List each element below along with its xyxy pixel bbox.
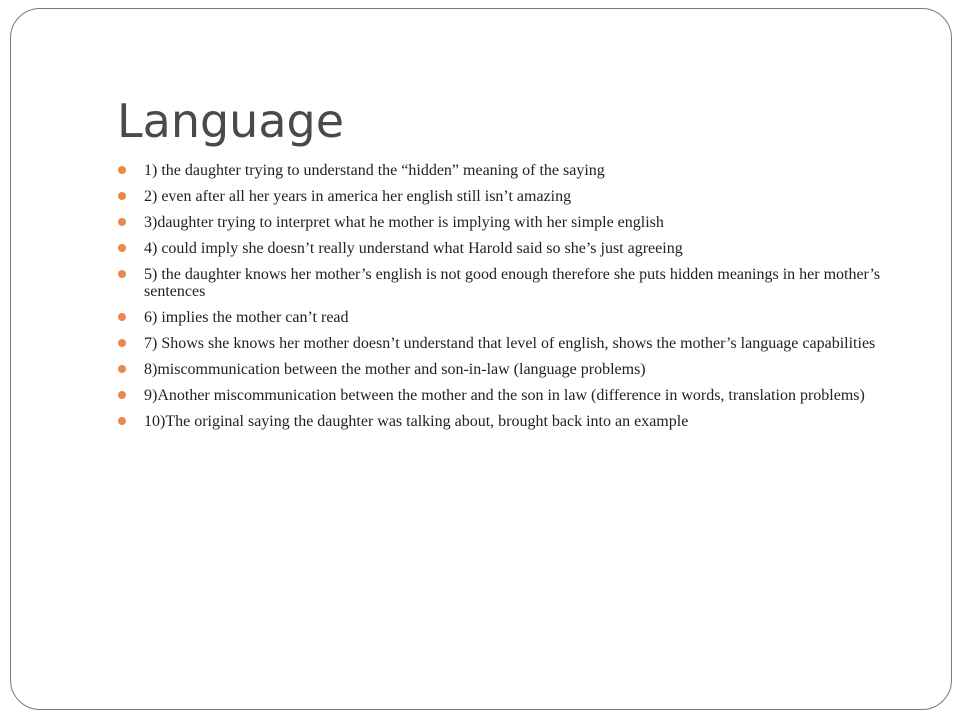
bullet-text: 8)miscommunication between the mother and son-in-law (language problems): [144, 361, 646, 378]
bullet-item: [117, 387, 917, 404]
bullet-item: [117, 214, 917, 231]
bullet-dot-icon: [118, 313, 126, 321]
slide-title: Language: [117, 94, 345, 148]
bullet-text: 9)Another miscommunication between the mother and the son in law (difference in words, translation problems): [144, 387, 865, 404]
bullet-text: 3)daughter trying to interpret what he mother is implying with her simple english: [144, 214, 664, 231]
bullet-dot-icon: [118, 244, 126, 252]
bullet-dot-icon: [118, 166, 126, 174]
bullet-item: [117, 188, 917, 205]
bullet-item: [117, 361, 917, 378]
bullet-list: [117, 162, 917, 439]
bullet-text: 6) implies the mother can’t read: [144, 309, 349, 326]
bullet-item: [117, 266, 917, 300]
bullet-item: [117, 240, 917, 257]
bullet-dot-icon: [118, 417, 126, 425]
bullet-item: [117, 309, 917, 326]
bullet-dot-icon: [118, 270, 126, 278]
bullet-dot-icon: [118, 218, 126, 226]
bullet-item: [117, 335, 917, 352]
bullet-text: 7) Shows she knows her mother doesn’t understand that level of english, shows the mother’s language capabilities: [144, 335, 876, 352]
bullet-text: 2) even after all her years in america her english still isn’t amazing: [144, 188, 572, 205]
bullet-text: 5) the daughter knows her mother’s english is not good enough therefore she puts hidden meanings in her mother’s sentences: [144, 266, 881, 300]
slide-frame: [10, 8, 952, 710]
bullet-text: 10)The original saying the daughter was talking about, brought back into an example: [144, 413, 689, 430]
bullet-text: 1) the daughter trying to understand the “hidden” meaning of the saying: [144, 162, 605, 179]
bullet-item: [117, 162, 917, 179]
bullet-dot-icon: [118, 339, 126, 347]
bullet-item: [117, 413, 917, 430]
bullet-dot-icon: [118, 365, 126, 373]
bullet-text: 4) could imply she doesn’t really understand what Harold said so she’s just agreeing: [144, 240, 683, 257]
bullet-dot-icon: [118, 391, 126, 399]
bullet-dot-icon: [118, 192, 126, 200]
